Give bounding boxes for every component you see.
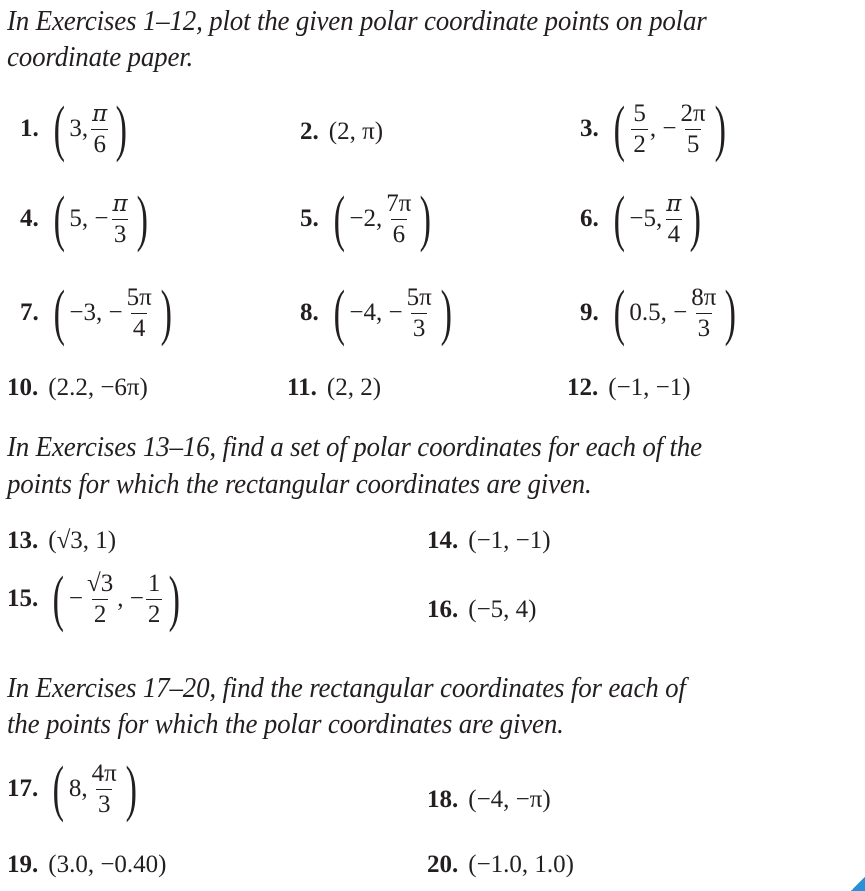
y-fraction: $\frac{1}{2}$ [147,569,161,628]
theta-fraction: $\frac{8\pi}{3}$ [691,283,717,342]
instruction-2-line-1: In Exercises 13–16, find a set of polar coordinates for each of the [7,431,702,463]
exercise-5 [300,185,436,253]
coordinates: (3.0, −0.40) [48,851,167,878]
instruction-2-line-2: points for which the rectangular coordinates are given. [7,468,592,500]
theta-fraction: $\frac{5\pi}{4}$ [126,283,152,342]
exercise-number: 8. [300,299,319,326]
exercise-6 [580,185,706,253]
coordinates: (2.2, −6π) [48,374,148,401]
x-fraction: $\frac{√3}{2}$ [87,569,114,628]
instruction-3-line-1: In Exercises 17–20, find the rectangular coordinates for each of [7,672,686,704]
exercise-19 [7,851,167,879]
open-paren: ( [333,185,345,253]
exercise-1 [20,95,132,163]
exercise-17 [7,755,141,823]
open-paren: ( [613,185,625,253]
r-value: −5, [629,205,663,232]
theta-fraction: $\frac{4\pi}{3}$ [91,759,117,818]
exercise-number: 15. [7,585,39,612]
exercise-15 [7,565,185,633]
separator: , − [649,115,677,142]
coordinates: (√3, 1) [48,527,117,554]
close-paren: ) [115,95,128,163]
exercise-number: 7. [20,299,39,326]
open-paren: ( [613,95,625,163]
close-paren: ) [125,755,137,823]
exercise-number: 11. [287,374,317,401]
exercise-number: 5. [300,205,319,232]
instruction-3-line-2: the points for which the polar coordinates are given. [7,708,564,740]
close-paren: ) [440,279,452,347]
exercise-13 [7,527,116,555]
close-paren: ) [169,565,181,633]
theta-fraction: $\frac{\pi}{4}$ [666,190,682,248]
instruction-1-line-1: In Exercises 1–12, plot the given polar coordinate points on polar [7,5,707,37]
r-value: 8, [68,775,88,802]
r-value: −3, − [69,299,123,326]
separator: , − [117,585,144,612]
coordinates: (−1.0, 1.0) [468,851,574,878]
theta-fraction: $\frac{7\pi}{6}$ [386,189,412,248]
exercise-14 [427,527,551,555]
exercise-number: 6. [580,205,599,232]
exercise-16 [427,596,537,624]
open-paren: ( [333,279,345,347]
close-paren: ) [136,185,148,253]
open-paren: ( [613,279,625,347]
exercise-number: 4. [20,205,39,232]
exercise-3 [580,95,730,163]
open-paren: ( [52,755,65,823]
coordinates: (−5, 4) [468,596,537,623]
close-paren: ) [714,95,726,163]
corner-accent-mark [851,877,865,891]
theta-fraction: $\frac{\pi}{3}$ [112,190,128,248]
exercise-number: 18. [427,786,459,813]
open-paren: ( [53,185,65,253]
exercise-number: 3. [580,115,599,142]
exercise-18 [427,786,551,814]
exercise-11 [287,374,381,402]
open-paren: ( [53,95,65,163]
theta-fraction: $\frac{\pi}{6}$ [92,100,108,158]
r-value: 0.5, − [629,299,688,326]
exercise-2 [300,118,383,146]
r-value: −4, − [349,299,403,326]
exercise-8 [300,279,456,347]
close-paren: ) [725,279,737,347]
sign: − [68,585,84,612]
exercise-number: 19. [7,851,39,878]
exercise-12 [567,374,691,402]
open-paren: ( [52,565,65,633]
r-value: 3, [69,115,89,142]
coordinates: (−1, −1) [468,527,551,554]
theta-fraction: $\frac{2\pi}{5}$ [680,99,706,158]
r-value: −2, [349,205,383,232]
exercise-4 [20,185,152,253]
close-paren: ) [690,185,702,253]
close-paren: ) [160,279,172,347]
close-paren: ) [420,185,432,253]
exercise-20 [427,851,574,879]
coordinates: (−4, −π) [468,786,551,813]
exercise-number: 14. [427,527,459,554]
exercise-number: 10. [7,374,39,401]
exercise-number: 12. [567,374,599,401]
exercise-number: 17. [7,775,39,802]
exercise-9 [580,279,741,347]
coordinates: (2, 2) [326,374,382,401]
exercise-number: 16. [427,596,459,623]
r-value: 5, − [69,205,109,232]
exercise-number: 20. [427,851,459,878]
theta-fraction: $\frac{5\pi}{3}$ [406,283,432,342]
exercise-number: 13. [7,527,39,554]
exercise-10 [7,374,148,402]
exercise-number: 1. [20,115,39,142]
r-fraction: $\frac{5}{2}$ [633,99,646,158]
exercise-7 [20,279,176,347]
exercise-number: 9. [580,299,599,326]
exercise-number: 2. [300,118,319,145]
coordinates: (2, π) [328,118,384,145]
open-paren: ( [53,279,65,347]
instruction-1-line-2: coordinate paper. [7,41,194,73]
coordinates: (−1, −1) [608,374,691,401]
